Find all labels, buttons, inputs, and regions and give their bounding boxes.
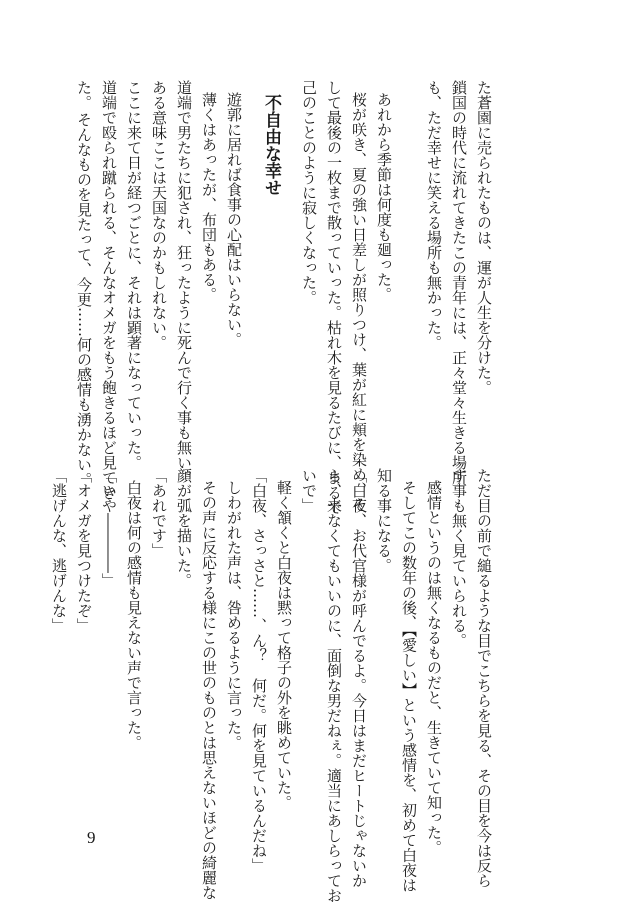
text-column: 知る事になる。 bbox=[375, 468, 393, 573]
text-column: も、ただ幸せに笑える場所も無かった。 bbox=[425, 80, 443, 350]
text-column: ある意味ここは天国なのかもしれない。 bbox=[150, 80, 168, 350]
text-column: 軽く頷くと白夜は黙って格子の外を眺めていた。 bbox=[275, 480, 293, 810]
text-column: 「逃げんな、逃げんな」 bbox=[50, 468, 68, 633]
text-column: 「いや――――」 bbox=[100, 468, 118, 588]
text-column: 「オメガを見つけたぞ」 bbox=[75, 468, 93, 633]
text-column: 道端で男たちに犯され、狂ったように死んで行く事も無い。 bbox=[175, 80, 193, 485]
page-number: 9 bbox=[87, 828, 96, 847]
text-column: 己のことのように寂しくなった。 bbox=[300, 80, 318, 305]
text-column: 「白夜、お代官様が呼んでるよ。今日はまだヒートじゃないか bbox=[350, 468, 368, 888]
text-column: 遊郭に居れば食事の心配はいらない。 bbox=[225, 92, 243, 347]
text-column: 桜が咲き、夏の強い日差しが照りつけ、葉が紅に頬を染め、そ bbox=[350, 92, 368, 512]
text-column: 薄くはあったが、布団もある。 bbox=[200, 92, 218, 302]
text-column: しわがれた声は、咎めるように言った。 bbox=[225, 480, 243, 750]
text-column: ここに来て日が経つごとに、それは顕著になっていった。 bbox=[125, 80, 143, 470]
text-column: 白夜は何の感情も見えない声で言った。 bbox=[125, 480, 143, 750]
text-column: 顔が弧を描いた。 bbox=[175, 468, 193, 588]
text-column: いで」 bbox=[300, 468, 318, 513]
text-column: して最後の一枚まで散っていった。枯れ木を見るたびに、まるで bbox=[325, 80, 343, 515]
text-column: 「白夜、さっさと……、ん？ 何だ。何を見ているんだね」 bbox=[250, 468, 268, 873]
text-column: 感情というのは無くなるものだと、生きていて知った。 bbox=[425, 480, 443, 855]
text-column: そんなものを見たって、今更……何の感情も湧かない。 bbox=[75, 112, 93, 487]
text-column: 道端で殴られ蹴られる、そんなオメガをもう飽きるほど見てき bbox=[100, 80, 118, 500]
text-column: その声に反応する様にこの世のものとは思えないほどの綺麗な bbox=[200, 480, 218, 900]
text-column: あれから季節は何度も廻った。 bbox=[375, 92, 393, 302]
text-column: た蒼園に売られたものは、運が人生を分けた。 bbox=[475, 80, 493, 395]
text-column: そしてこの数年の後、【愛しい】という感情を、初めて白夜は bbox=[400, 480, 418, 893]
text-column: す事も無く見ていられる。 bbox=[450, 468, 468, 648]
text-column: た。 bbox=[75, 80, 93, 110]
text-column: 「あれです」 bbox=[150, 468, 168, 558]
text-column: 鎖国の時代に流れてきたこの青年には、正々堂々生きる場所 bbox=[450, 80, 468, 485]
section-heading: 不自由な幸せ bbox=[261, 94, 281, 196]
text-column: ただ目の前で縋るような目でこちらを見る、その目を今は反ら bbox=[475, 468, 493, 888]
text-column: ら、来なくてもいいのに、面倒な男だねぇ。適当にあしらってお bbox=[325, 468, 343, 903]
